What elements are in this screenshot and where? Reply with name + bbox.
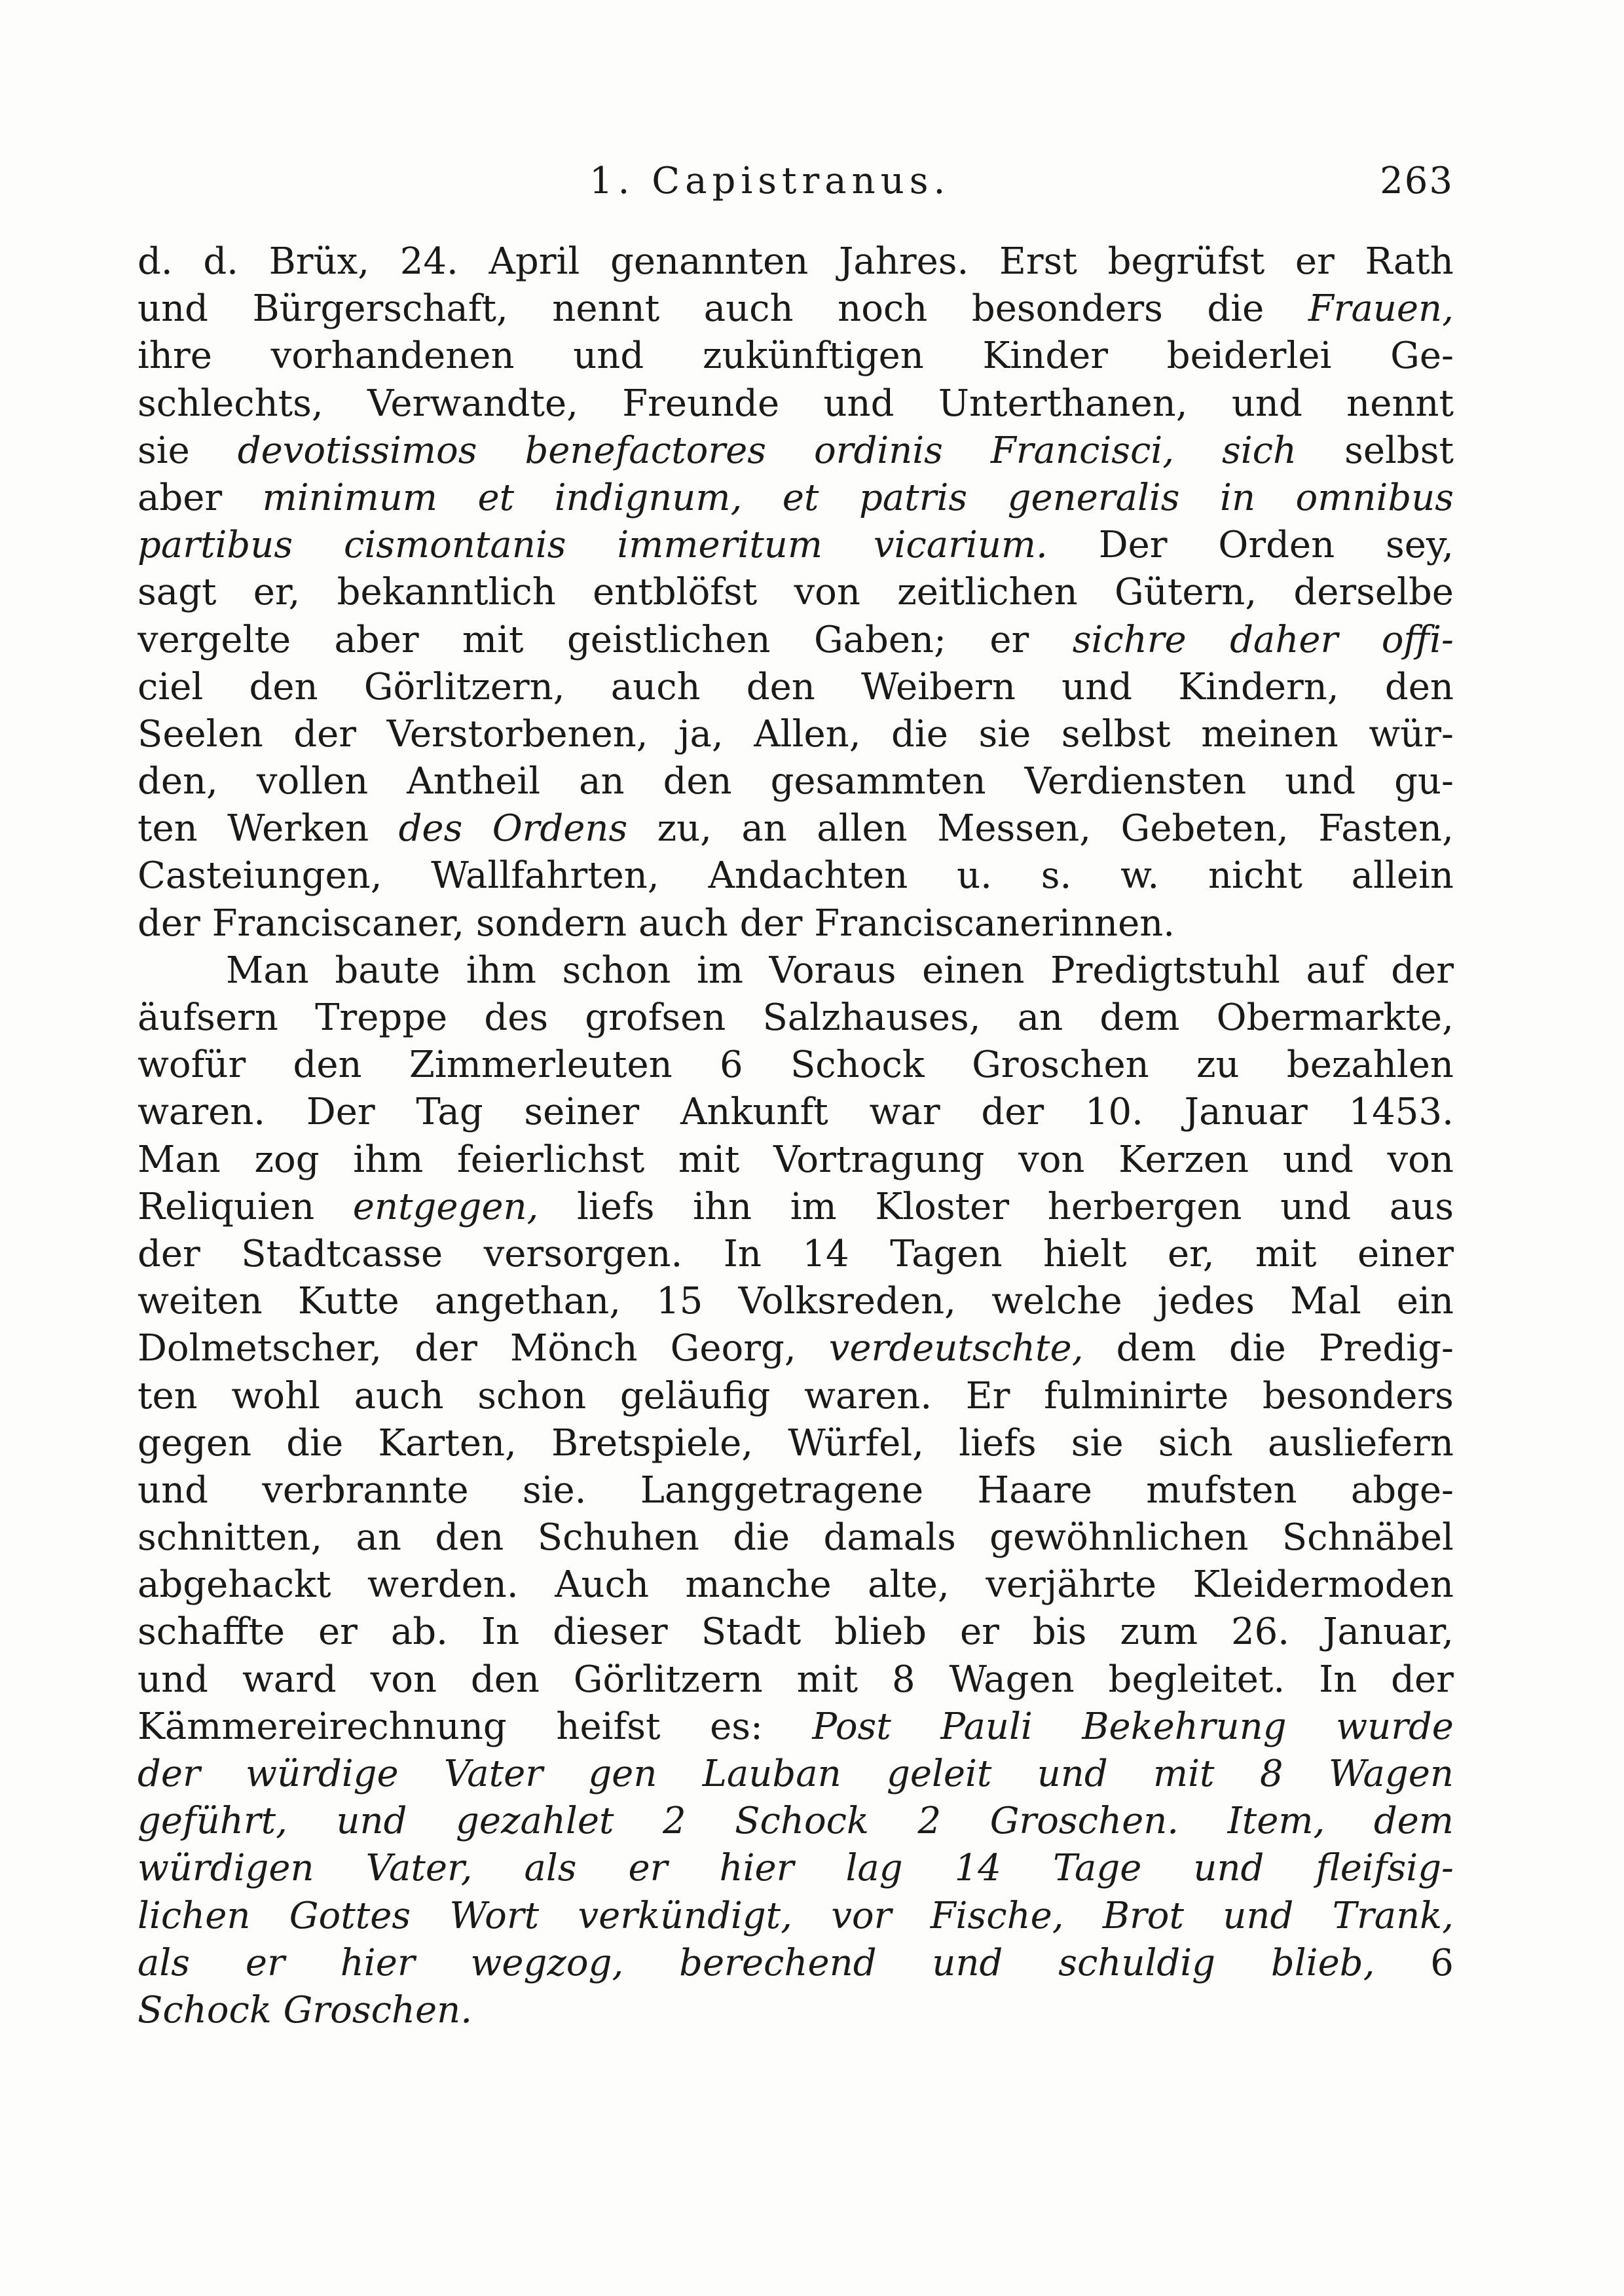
text-line: Reliquien entgegen, liefs ihn im Kloster herbergen und aus bbox=[138, 1185, 1454, 1228]
page-header bbox=[144, 152, 1454, 211]
text-line: Schock Groschen. bbox=[138, 1988, 473, 2032]
text-line: ciel den Görlitzern, auch den Weibern und Kindern, den bbox=[138, 665, 1454, 708]
text-line: Dolmetscher, der Mönch Georg, verdeutschte, dem die Predig- bbox=[138, 1327, 1454, 1370]
text-line: Seelen der Verstorbenen, ja, Allen, die sie selbst meinen wür- bbox=[138, 712, 1454, 756]
text-line: aber minimum et indignum, et patris generalis in omnibus bbox=[138, 476, 1454, 519]
text-line: Kämmereirechnung heifst es: Post Pauli Bekehrung wurde bbox=[138, 1705, 1454, 1748]
text-line: abgehackt werden. Auch manche alte, verjährte Kleidermoden bbox=[138, 1563, 1454, 1607]
text-line: Man zog ihm feierlichst mit Vortragung von Kerzen und von bbox=[138, 1138, 1454, 1181]
text-line: partibus cismontanis immeritum vicarium. Der Orden sey, bbox=[138, 524, 1454, 567]
running-title: 1. Capistranus. bbox=[589, 160, 951, 202]
text-line: der Stadtcasse versorgen. In 14 Tagen hielt er, mit einer bbox=[138, 1232, 1454, 1275]
text-line: der würdige Vater gen Lauban geleit und mit 8 Wagen bbox=[138, 1753, 1454, 1795]
text-line: weiten Kutte angethan, 15 Volksreden, welche jedes Mal ein bbox=[138, 1280, 1454, 1323]
text-line: äufsern Treppe des grofsen Salzhauses, an dem Obermarkte, bbox=[138, 996, 1454, 1039]
text-line: schaffte er ab. In dieser Stadt blieb er bis zum 26. Januar, bbox=[138, 1611, 1454, 1654]
text-line: d. d. Brüx, 24. April genannten Jahres. Erst begrüfst er Rath bbox=[138, 240, 1454, 283]
text-line: lichen Gottes Wort verkündigt, vor Fische, Brot und Trank, bbox=[138, 1894, 1454, 1937]
text-line: und ward von den Görlitzern mit 8 Wagen begleitet. In der bbox=[138, 1658, 1454, 1701]
page-number: 263 bbox=[1380, 160, 1454, 202]
text-line: waren. Der Tag seiner Ankunft war der 10. Januar 1453. bbox=[138, 1091, 1454, 1134]
text-line: Man baute ihm schon im Voraus einen Predigtstuhl auf der bbox=[226, 949, 1454, 992]
text-line: Casteiungen, Wallfahrten, Andachten u. s. w. nicht allein bbox=[138, 854, 1454, 898]
text-line: ten wohl auch schon geläufig waren. Er fulminirte besonders bbox=[138, 1374, 1454, 1417]
text-line: gegen die Karten, Bretspiele, Würfel, liefs sie sich ausliefern bbox=[138, 1421, 1454, 1465]
text-line: den, vollen Antheil an den gesammten Verdiensten und gu- bbox=[138, 760, 1454, 803]
text-line: sagt er, bekanntlich entblöfst von zeitlichen Gütern, derselbe bbox=[138, 571, 1454, 614]
text-line: der Franciscaner, sondern auch der Franciscanerinnen. bbox=[138, 902, 1175, 945]
text-line: ten Werken des Ordens zu, an allen Messen, Gebeten, Fasten, bbox=[138, 807, 1454, 850]
text-line: wofür den Zimmerleuten 6 Schock Groschen zu bezahlen bbox=[138, 1044, 1454, 1087]
text-line: geführt, und gezahlet 2 Schock 2 Groschen. Item, dem bbox=[138, 1800, 1454, 1843]
body-text bbox=[138, 238, 1454, 2034]
text-line: schnitten, an den Schuhen die damals gewöhnlichen Schnäbel bbox=[138, 1516, 1454, 1559]
text-line: und Bürgerschaft, nennt auch noch besonders die Frauen, bbox=[138, 287, 1454, 331]
text-line: ihre vorhandenen und zukünftigen Kinder beiderlei Ge- bbox=[138, 335, 1454, 378]
text-line: vergelte aber mit geistlichen Gaben; er sichre daher offi- bbox=[138, 618, 1454, 661]
text-line: und verbrannte sie. Langgetragene Haare mufsten abge- bbox=[138, 1468, 1454, 1512]
text-line: würdigen Vater, als er hier lag 14 Tage und fleifsig- bbox=[138, 1847, 1454, 1890]
text-line: schlechts, Verwandte, Freunde und Unterthanen, und nennt bbox=[138, 382, 1454, 425]
text-line: sie devotissimos benefactores ordinis Francisci, sich selbst bbox=[138, 429, 1454, 472]
text-line: als er hier wegzog, berechend und schuldig blieb, 6 bbox=[138, 1941, 1454, 1984]
